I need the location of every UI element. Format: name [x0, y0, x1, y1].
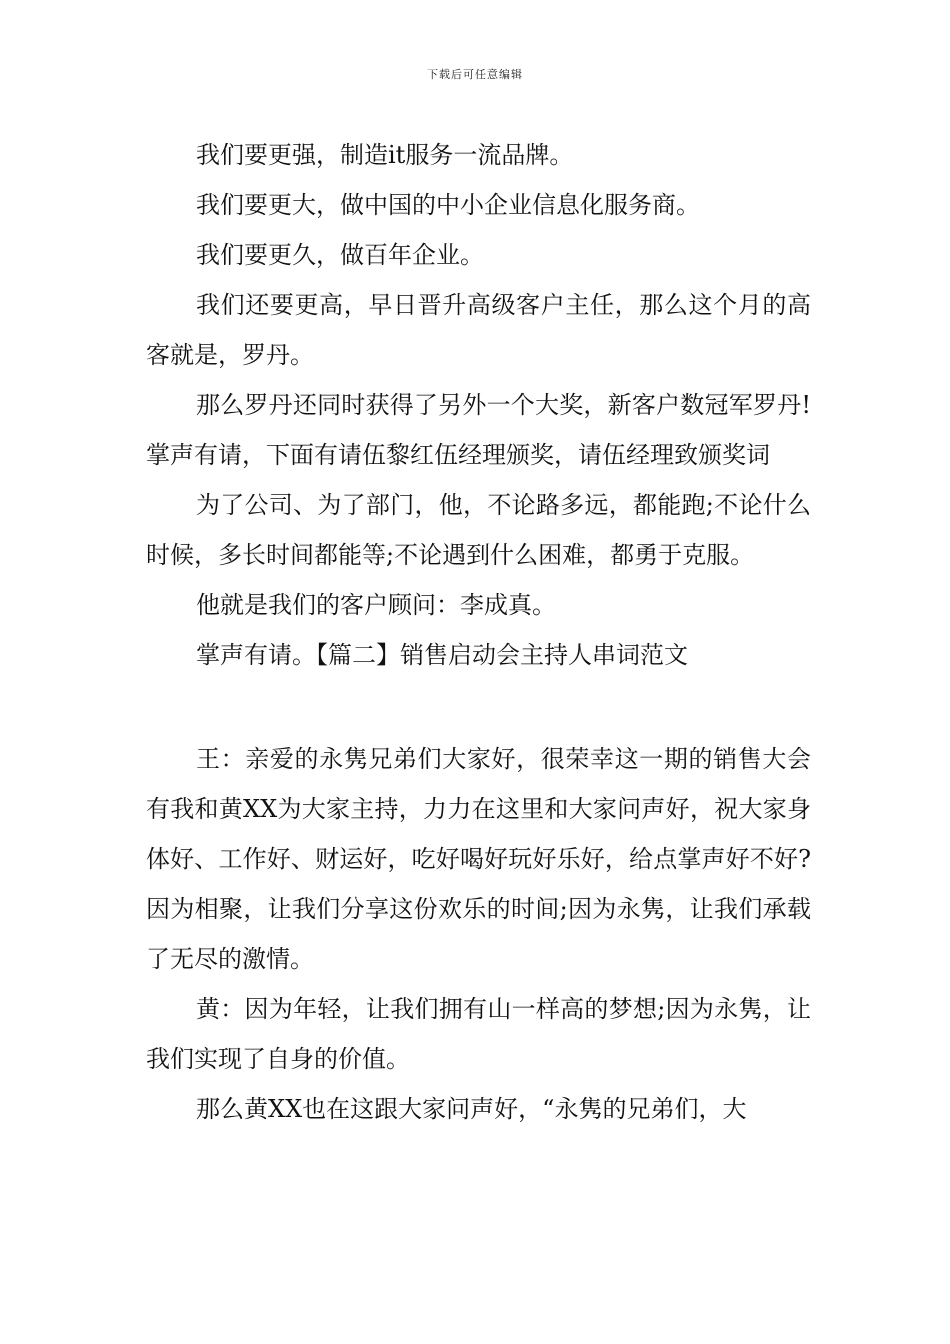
- paragraph: 王：亲爱的永隽兄弟们大家好，很荣幸这一期的销售大会有我和黄XX为大家主持，力力在这里和大家问声好，祝大家身体好、工作好、财运好，吃好喝好玩好乐好，给点掌声好不好?因为相聚，让我们分享这份欢乐的时间;因为永隽，让我们承载了无尽的激情。: [146, 745, 811, 973]
- paragraph: 那么黄XX也在这跟大家问声好，“永隽的兄弟们，大: [196, 1095, 747, 1123]
- document-body: [146, 130, 811, 1134]
- paragraph: 掌声有请。【篇二】销售启动会主持人串词范文: [196, 641, 688, 669]
- paragraph: 为了公司、为了部门，他，不论路多远，都能跑;不论什么时候，多长时间都能等;不论遇到什么困难，都勇于克服。: [146, 491, 811, 569]
- paragraph: 我们要更强，制造it服务一流品牌。: [196, 141, 574, 169]
- section-gap: [146, 680, 811, 734]
- paragraph: 黄：因为年轻，让我们拥有山一样高的梦想;因为永隽，让我们实现了自身的价值。: [146, 995, 811, 1073]
- paragraph: 他就是我们的客户顾问：李成真。: [196, 591, 556, 619]
- page-header: 下载后可任意编辑: [427, 68, 523, 81]
- paragraph: 我们还要更高，早日晋升高级客户主任，那么这个月的高客就是，罗丹。: [146, 291, 811, 369]
- paragraph: 我们要更大，做中国的中小企业信息化服务商。: [196, 191, 700, 219]
- paragraph: 我们要更久，做百年企业。: [196, 241, 484, 269]
- paragraph: 那么罗丹还同时获得了另外一个大奖，新客户数冠军罗丹!掌声有请，下面有请伍黎红伍经理颁奖，请伍经理致颁奖词: [146, 391, 811, 469]
